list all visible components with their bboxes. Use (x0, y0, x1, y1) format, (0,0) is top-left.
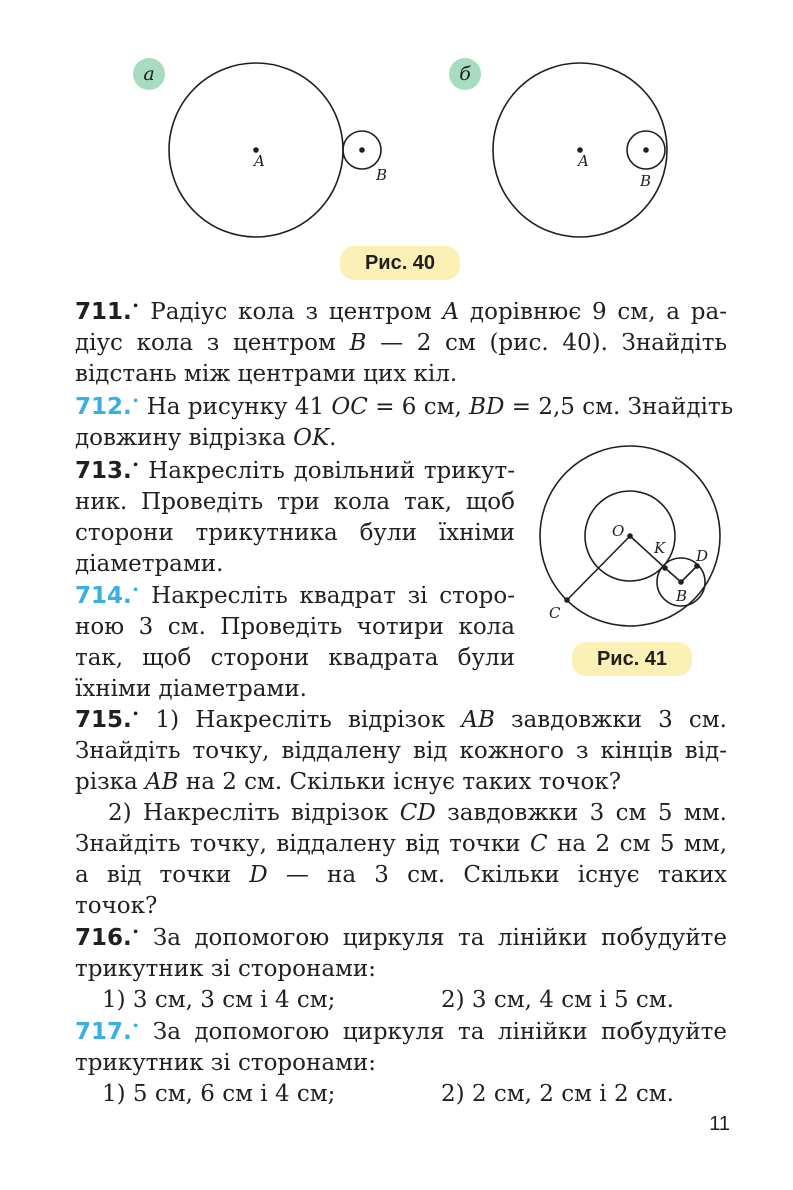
badge-b-label: б (459, 63, 471, 85)
problem-711-line-1 (75, 297, 727, 327)
difficulty-marker: • (131, 925, 140, 941)
problem-713-line-3: сторони трикутника були їхніми (75, 520, 515, 546)
text: Накресліть квадрат зі сторо- (139, 583, 515, 609)
problem-714-line-4: їхніми діаметрами. (75, 676, 307, 702)
text: діус кола з центром (75, 330, 350, 356)
difficulty-marker: • (131, 707, 140, 723)
text: а від точки (75, 862, 250, 888)
point-o (627, 533, 633, 539)
problem-712-line-1 (75, 392, 734, 422)
problem-number: 715. (75, 707, 132, 733)
label-k: K (654, 539, 666, 557)
var: OK (293, 425, 330, 451)
text: = 6 см, (367, 394, 470, 420)
option-2: 2) 2 см, 2 см і 2 см. (441, 1081, 674, 1107)
problem-713-line-1 (75, 456, 515, 486)
problem-715-line-6 (75, 860, 727, 890)
difficulty-marker: • (131, 1019, 140, 1035)
var: A (442, 299, 460, 325)
problem-715-line-7: точок? (75, 893, 158, 919)
var: OC (331, 394, 368, 420)
problem-713-line-4: діаметрами. (75, 551, 224, 577)
point-b2-center (643, 147, 649, 153)
problem-712-line-2 (75, 423, 727, 453)
text: 1) Накресліть відрізок (139, 707, 462, 733)
text: Радіус кола з центром (139, 299, 443, 325)
figure-40-caption: Рис. 40 (340, 246, 460, 280)
problem-715-line-4 (108, 798, 727, 828)
point-c (564, 597, 570, 603)
problem-number: 717. (75, 1019, 132, 1045)
text: — на 3 см. Скільки існує таких (267, 862, 727, 888)
problem-714-line-1 (75, 581, 515, 611)
problem-number: 714. (75, 583, 132, 609)
segment-bd (681, 566, 697, 582)
badge-a-label: а (143, 63, 155, 85)
text: 2) Накресліть відрізок (108, 800, 400, 826)
problem-715-line-1 (75, 705, 727, 735)
problem-711-line-3: відстань між центрами цих кіл. (75, 361, 458, 387)
problem-717-options (75, 1079, 727, 1109)
difficulty-marker: • (131, 458, 140, 474)
page-number: 11 (709, 1113, 730, 1135)
option-2: 2) 3 см, 4 см і 5 см. (441, 987, 674, 1013)
var: AB (145, 769, 179, 795)
label-o: O (612, 522, 625, 540)
figure-41 (530, 440, 730, 640)
label-b: B (676, 587, 688, 605)
text: — 2 см (рис. 40). Знайдіть (366, 330, 727, 356)
var: C (530, 831, 548, 857)
text: завдовжки 3 см. (494, 707, 727, 733)
label-b2-center: B (640, 172, 652, 190)
problem-714-line-2: ною 3 см. Проведіть чотири кола (75, 614, 515, 640)
text: = 2,5 см. Знайдіть (504, 394, 734, 420)
text: на 2 см 5 мм, (547, 831, 728, 857)
text: На рисунку 41 (139, 394, 332, 420)
text: на 2 см. Скільки існує таких точок? (178, 769, 622, 795)
var: B (349, 330, 367, 356)
problem-715-line-2: Знайдіть точку, віддалену від кожного з кінців від- (75, 738, 727, 764)
problem-number: 716. (75, 925, 132, 951)
problem-716-line-1 (75, 923, 727, 953)
text: довжину відрізка (75, 425, 294, 451)
var: BD (469, 394, 505, 420)
text: . (329, 425, 337, 451)
option-1: 1) 5 см, 6 см і 4 см; (102, 1081, 336, 1107)
point-b (678, 579, 684, 585)
var: CD (399, 800, 436, 826)
point-k (662, 565, 668, 571)
option-1: 1) 3 см, 3 см і 4 см; (102, 987, 336, 1013)
text: завдовжки 3 см 5 мм. (435, 800, 727, 826)
problem-716-options (75, 985, 727, 1015)
difficulty-marker: • (131, 583, 140, 599)
problem-714-line-3: так, щоб сторони квадрата були (75, 645, 515, 671)
difficulty-marker: • (131, 299, 140, 315)
text: За допомогою циркуля та лінійки побудуйте (139, 925, 727, 951)
problem-711-line-2 (75, 328, 727, 358)
label-c: C (549, 604, 561, 622)
text: За допомогою циркуля та лінійки побудуйте (139, 1019, 727, 1045)
problem-number: 712. (75, 394, 132, 420)
figure-41-caption: Рис. 41 (572, 642, 692, 676)
problem-716-line-2: трикутник зі сторонами: (75, 956, 376, 982)
problem-number: 711. (75, 299, 132, 325)
label-a-center: A (254, 152, 265, 170)
var: AB (461, 707, 495, 733)
problem-717-line-1 (75, 1017, 727, 1047)
point-b-center (359, 147, 365, 153)
difficulty-marker: • (131, 394, 140, 410)
text: Накресліть довільний трикут- (139, 458, 515, 484)
problem-715-line-5 (75, 829, 727, 859)
var: D (249, 862, 268, 888)
problem-715-line-3 (75, 767, 727, 797)
label-b-center: B (376, 166, 388, 184)
segment-oc (567, 536, 630, 600)
text: Знайдіть точку, віддалену від точки (75, 831, 531, 857)
problem-number: 713. (75, 458, 132, 484)
problem-717-line-2: трикутник зі сторонами: (75, 1050, 376, 1076)
label-a2-center: A (578, 152, 589, 170)
problem-713-line-2: ник. Проведіть три кола так, щоб (75, 489, 515, 515)
segment-kb (665, 568, 681, 582)
text: дорівнює 9 см, а ра- (459, 299, 728, 325)
text: різка (75, 769, 146, 795)
label-d: D (696, 547, 709, 565)
figure-40 (120, 50, 720, 250)
